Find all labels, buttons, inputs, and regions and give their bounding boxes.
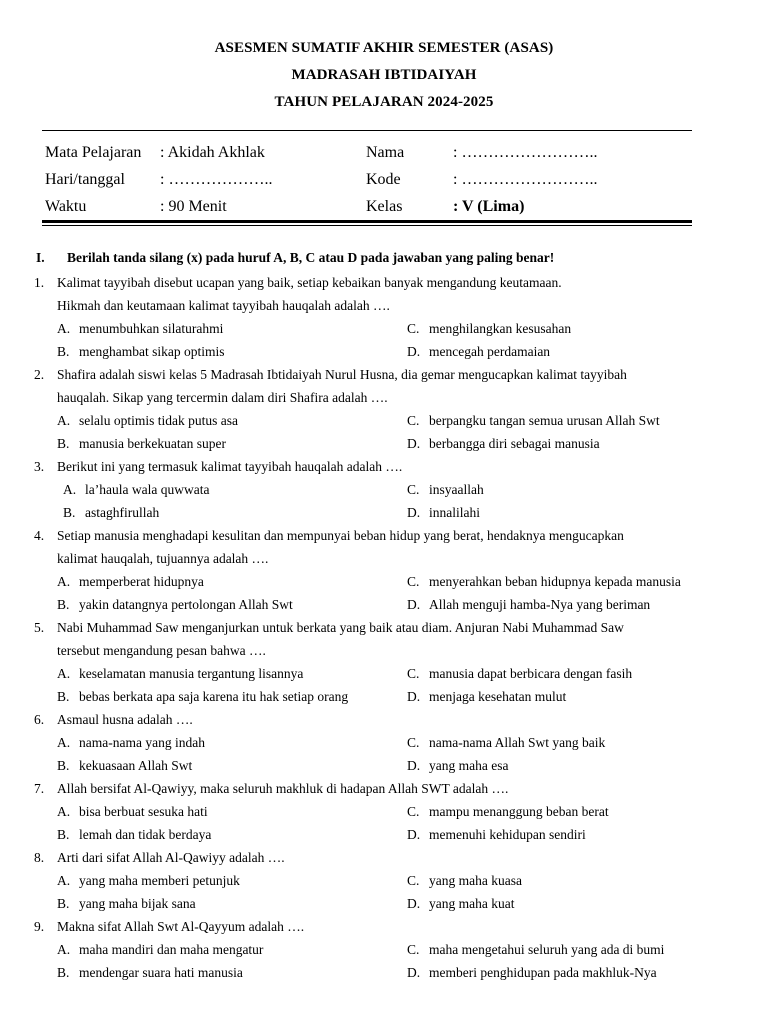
option-text: yang maha memberi petunjuk [79,873,240,888]
option-letter: B. [57,827,70,842]
question-item [0,455,768,524]
option-row [0,869,768,892]
option-text: berbangga diri sebagai manusia [429,436,600,451]
option-text: menghambat sikap optimis [79,344,225,359]
option-text: selalu optimis tidak putus asa [79,413,238,428]
option-text: yang maha kuat [429,896,515,911]
option-text: yakin datangnya pertolongan Allah Swt [79,597,293,612]
question-text: Arti dari sifat Allah Al-Qawiyy adalah …. [57,850,285,865]
option-text: menghilangkan kesusahan [429,321,572,336]
option-row [0,409,768,432]
option-text: manusia berkekuatan super [79,436,226,451]
question-item [0,708,768,777]
academic-year: TAHUN PELAJARAN 2024-2025 [274,94,494,110]
option-letter: B. [57,896,70,911]
option-text: bisa berbuat sesuka hati [79,804,208,819]
option-letter: D. [407,896,421,911]
option-letter: C. [407,574,420,589]
option-text: bebas berkata apa saja karena itu hak setiap orang [79,689,349,704]
question-text: tersebut mengandung pesan bahwa …. [57,643,266,658]
answer-option[interactable] [57,800,208,823]
option-text: mampu menanggung beban berat [429,804,609,819]
answer-option[interactable] [407,409,660,432]
question-item [0,271,768,363]
answer-option[interactable] [57,662,303,685]
question-item [0,915,768,984]
option-text: lemah dan tidak berdaya [79,827,212,842]
option-text: Allah menguji hamba-Nya yang beriman [429,597,651,612]
question-text: Kalimat tayyibah disebut ucapan yang baik, setiap kebaikan banyak mengandung keutamaan. [57,275,562,290]
question-number: 3. [34,459,45,474]
option-text: mendengar suara hati manusia [79,965,243,980]
option-row [0,731,768,754]
option-text: yang maha bijak sana [79,896,196,911]
answer-option[interactable] [407,800,609,823]
question-text: Berikut ini yang termasuk kalimat tayyibah hauqalah adalah …. [57,459,403,474]
option-text: menjaga kesehatan mulut [429,689,567,704]
option-text: memberi penghidupan pada makhluk-Nya [429,965,657,980]
date-label: Hari/tanggal [45,171,125,188]
question-number: 5. [34,620,45,635]
answer-option[interactable] [407,432,600,455]
option-letter: A. [57,804,71,819]
option-text: astaghfirullah [85,505,160,520]
time-label: Waktu [45,198,87,215]
option-letter: A. [57,321,71,336]
answer-option[interactable] [57,731,205,754]
option-letter: A. [57,942,71,957]
option-letter: C. [407,804,420,819]
option-row [0,823,768,846]
answer-option[interactable] [407,938,664,961]
answer-option[interactable] [57,593,293,616]
option-text: maha mandiri dan maha mengatur [79,942,264,957]
answer-option[interactable] [57,685,348,708]
option-letter: D. [407,597,421,612]
option-row [0,892,768,915]
option-text: yang maha kuasa [429,873,522,888]
option-row [0,662,768,685]
answer-option[interactable] [407,754,508,777]
question-text: Allah bersifat Al-Qawiyy, maka seluruh makhluk di hadapan Allah SWT adalah …. [57,781,509,796]
option-text: keselamatan manusia tergantung lisannya [79,666,304,681]
answer-option[interactable] [407,685,566,708]
option-letter: C. [407,482,420,497]
answer-option[interactable] [57,892,196,915]
header-divider-bottom-thick [42,220,692,223]
question-number: 4. [34,528,45,543]
option-letter: B. [57,965,70,980]
option-letter: D. [407,344,421,359]
time-value: : 90 Menit [160,198,227,215]
question-text: kalimat hauqalah, tujuannya adalah …. [57,551,269,566]
option-row [0,570,768,593]
option-row [0,961,768,984]
question-text: Nabi Muhammad Saw menganjurkan untuk berkata yang baik atau diam. Anjuran Nabi Muhammad Saw [57,620,624,635]
option-letter: A. [63,482,77,497]
option-text: maha mengetahui seluruh yang ada di bumi [429,942,665,957]
question-number: 9. [34,919,45,934]
answer-option[interactable] [407,340,550,363]
question-text: Shafira adalah siswi kelas 5 Madrasah Ibtidaiyah Nurul Husna, dia gemar mengucapkan kalimat tayyibah [57,367,627,382]
school-name: MADRASAH IBTIDAIYAH [291,67,477,83]
option-letter: B. [57,436,70,451]
option-letter: B. [57,344,70,359]
answer-option[interactable] [57,823,211,846]
answer-option[interactable] [57,432,226,455]
answer-option[interactable] [57,409,238,432]
answer-option[interactable] [407,662,632,685]
question-item [0,846,768,915]
answer-option[interactable] [63,501,159,524]
option-row [0,685,768,708]
option-letter: A. [57,413,71,428]
question-list [0,271,768,984]
answer-option[interactable] [57,938,263,961]
option-text: berpangku tangan semua urusan Allah Swt [429,413,660,428]
option-row [0,317,768,340]
code-label: Kode [366,171,401,188]
question-text: Asmaul husna adalah …. [57,712,193,727]
option-text: menumbuhkan silaturahmi [79,321,224,336]
option-text: manusia dapat berbicara dengan fasih [429,666,633,681]
answer-option[interactable] [407,593,650,616]
option-letter: D. [407,505,421,520]
option-letter: C. [407,735,420,750]
question-number: 6. [34,712,45,727]
answer-option[interactable] [407,731,605,754]
header-divider-bottom-thin [42,225,692,226]
question-number: 7. [34,781,45,796]
question-item [0,777,768,846]
answer-option[interactable] [63,478,209,501]
option-row [0,593,768,616]
answer-option[interactable] [57,754,192,777]
option-letter: C. [407,413,420,428]
option-letter: C. [407,873,420,888]
question-text: hauqalah. Sikap yang tercermin dalam diri Shafira adalah …. [57,390,388,405]
answer-option[interactable] [57,317,223,340]
option-text: yang maha esa [429,758,509,773]
option-row [0,478,768,501]
answer-option[interactable] [407,869,522,892]
option-letter: D. [407,827,421,842]
option-letter: A. [57,666,71,681]
option-text: memenuhi kehidupan sendiri [429,827,586,842]
code-value: : …………………….. [453,171,598,188]
option-letter: B. [57,689,70,704]
question-number: 2. [34,367,45,382]
answer-option[interactable] [407,501,480,524]
option-row [0,938,768,961]
option-row [0,800,768,823]
question-text: Makna sifat Allah Swt Al-Qayyum adalah …. [57,919,305,934]
question-item [0,524,768,616]
class-label: Kelas [366,198,403,215]
option-letter: D. [407,965,421,980]
subject-value: : Akidah Akhlak [160,144,265,161]
option-letter: A. [57,574,71,589]
option-text: kekuasaan Allah Swt [79,758,193,773]
option-text: nama-nama yang indah [79,735,205,750]
option-text: innalilahi [429,505,480,520]
option-text: mencegah perdamaian [429,344,551,359]
option-letter: A. [57,873,71,888]
option-letter: D. [407,436,421,451]
option-text: nama-nama Allah Swt yang baik [429,735,606,750]
question-text: Hikmah dan keutamaan kalimat tayyibah hauqalah adalah …. [57,298,390,313]
name-label: Nama [366,144,405,161]
option-row [0,432,768,455]
option-letter: C. [407,321,420,336]
class-value: : V (Lima) [453,198,525,215]
answer-option[interactable] [407,823,586,846]
option-text: insyaallah [429,482,484,497]
answer-option[interactable] [407,961,657,984]
answer-option[interactable] [57,340,224,363]
question-item [0,363,768,455]
option-row [0,754,768,777]
section-instruction: Berilah tanda silang (x) pada huruf A, B, C atau D pada jawaban yang paling benar! [67,250,555,265]
answer-option[interactable] [57,961,243,984]
date-value: : ……………….. [160,171,273,188]
section-number: I. [36,250,45,265]
option-letter: B. [57,758,70,773]
option-letter: A. [57,735,71,750]
answer-option[interactable] [57,570,204,593]
option-letter: C. [407,666,420,681]
answer-option[interactable] [407,892,514,915]
question-item [0,616,768,708]
subject-label: Mata Pelajaran [45,144,142,161]
question-number: 8. [34,850,45,865]
option-letter: D. [407,689,421,704]
exam-title: ASESMEN SUMATIF AKHIR SEMESTER (ASAS) [214,40,554,56]
option-text: memperberat hidupnya [79,574,204,589]
answer-option[interactable] [407,478,484,501]
question-number: 1. [34,275,45,290]
answer-option[interactable] [407,570,681,593]
option-letter: D. [407,758,421,773]
option-row [0,340,768,363]
answer-option[interactable] [57,869,240,892]
answer-option[interactable] [407,317,571,340]
option-row [0,501,768,524]
option-letter: B. [57,597,70,612]
header-divider-top [42,130,692,131]
option-text: la’haula wala quwwata [85,482,210,497]
question-text: Setiap manusia menghadapi kesulitan dan mempunyai beban hidup yang berat, hendaknya mengucapkan [57,528,624,543]
option-letter: C. [407,942,420,957]
option-text: menyerahkan beban hidupnya kepada manusia [429,574,681,589]
option-letter: B. [63,505,76,520]
name-value: : …………………….. [453,144,598,161]
